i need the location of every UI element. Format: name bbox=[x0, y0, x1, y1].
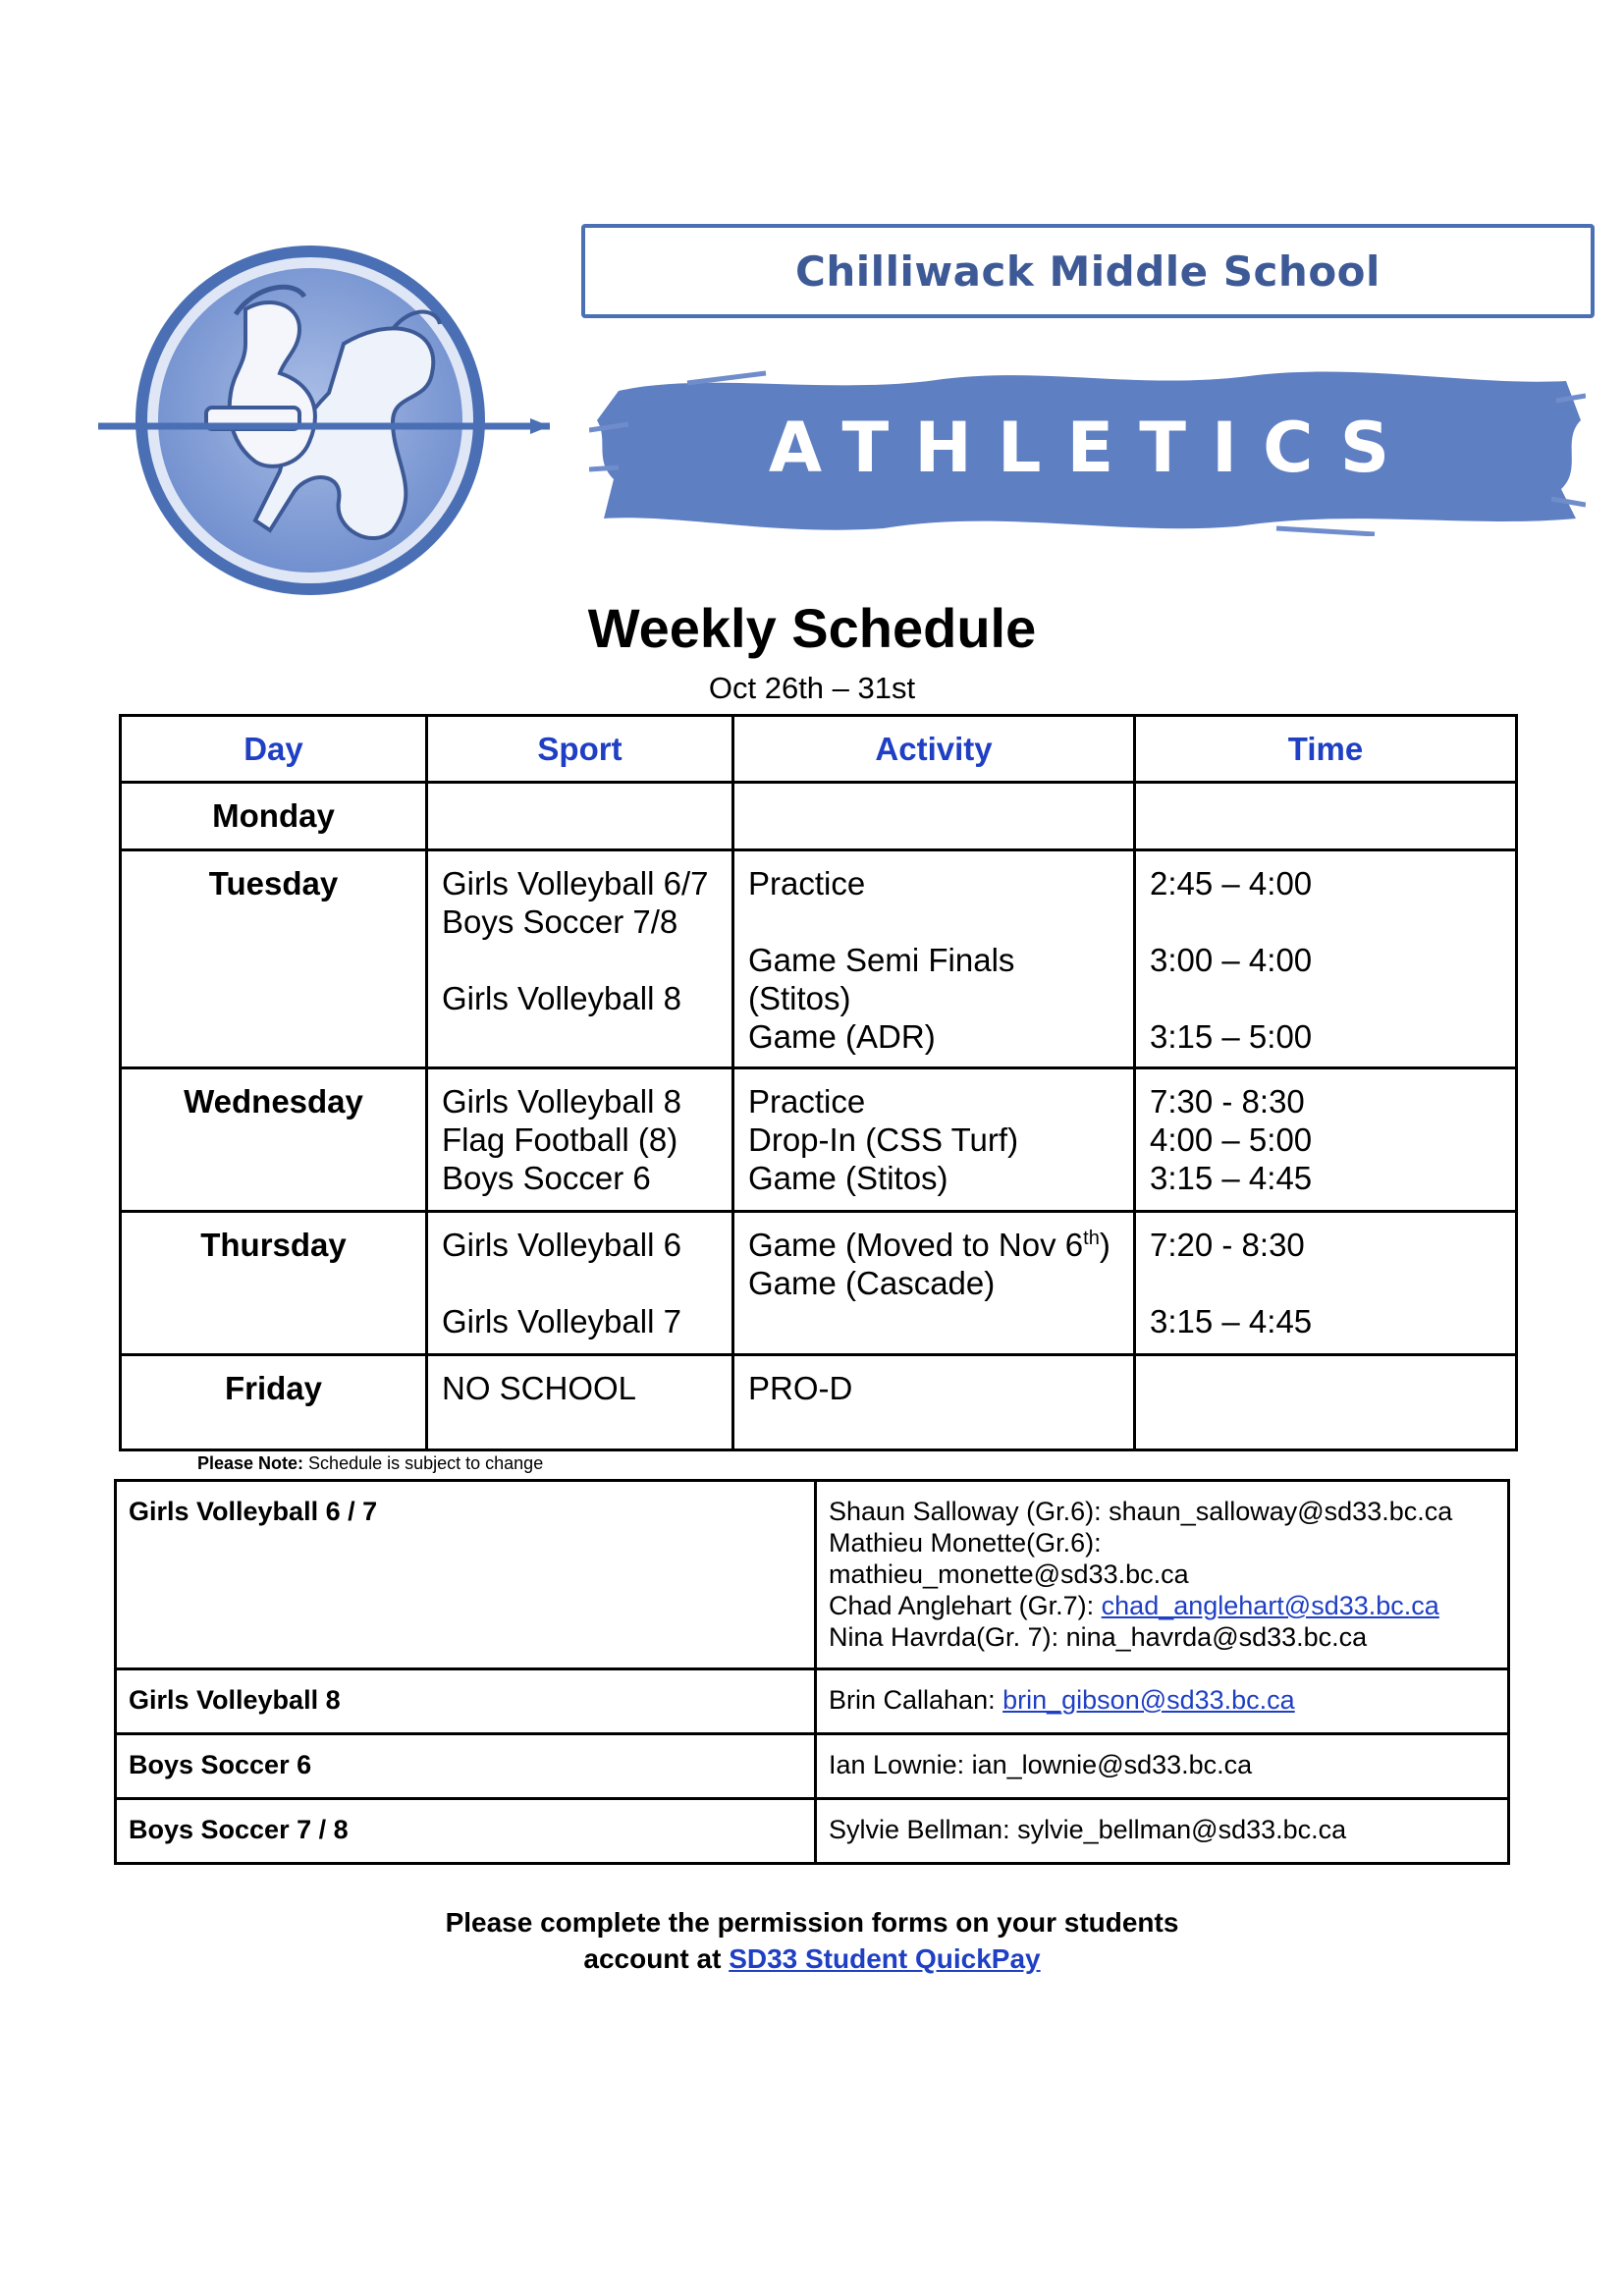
school-name-box bbox=[581, 224, 1595, 318]
banner-text: ATHLETICS bbox=[768, 408, 1416, 488]
header-sport: Sport bbox=[427, 716, 733, 783]
coach-contacts bbox=[816, 1481, 1509, 1669]
schedule-table bbox=[119, 714, 1518, 1451]
table-row bbox=[116, 1734, 1509, 1799]
activity-line: Practice bbox=[748, 1083, 866, 1120]
permission-line-1: Please complete the permission forms on your students bbox=[445, 1907, 1179, 1938]
activity-cell bbox=[733, 1212, 1135, 1355]
sport-cell bbox=[427, 1212, 733, 1355]
schedule-header-row bbox=[121, 716, 1517, 783]
activity-line: Game Semi Finals bbox=[748, 942, 1015, 978]
athletics-banner bbox=[589, 361, 1586, 536]
schedule-note bbox=[197, 1453, 543, 1474]
sport-cell bbox=[427, 850, 733, 1068]
team-name: Girls Volleyball 8 bbox=[116, 1669, 816, 1734]
time-cell bbox=[1135, 1212, 1517, 1355]
activity-line: (Stitos) bbox=[748, 980, 851, 1016]
school-logo-knight bbox=[98, 236, 550, 609]
sport-line: Boys Soccer 6 bbox=[442, 1160, 651, 1196]
time-line: 4:00 – 5:00 bbox=[1150, 1121, 1313, 1158]
email-link[interactable]: chad_anglehart@sd33.bc.ca bbox=[1101, 1591, 1439, 1620]
time-line: 7:20 - 8:30 bbox=[1150, 1227, 1305, 1263]
activity-cell bbox=[733, 1355, 1135, 1450]
page-title: Weekly Schedule bbox=[587, 597, 1037, 659]
sport-line: Flag Football (8) bbox=[442, 1121, 678, 1158]
note-text: Schedule is subject to change bbox=[303, 1453, 544, 1473]
date-range: Oct 26th – 31st bbox=[708, 671, 916, 705]
activity-cell bbox=[733, 783, 1135, 850]
permission-line-2: account at SD33 Student QuickPay bbox=[583, 1943, 1041, 1974]
header-time: Time bbox=[1135, 716, 1517, 783]
activity-line: Game (Cascade) bbox=[748, 1265, 996, 1301]
table-row bbox=[116, 1669, 1509, 1734]
table-row bbox=[121, 783, 1517, 850]
team-name: Girls Volleyball 6 / 7 bbox=[116, 1481, 816, 1669]
contact-line: Mathieu Monette(Gr.6): bbox=[829, 1528, 1102, 1558]
day-cell: Wednesday bbox=[121, 1068, 427, 1212]
quickpay-link[interactable]: SD33 Student QuickPay bbox=[729, 1943, 1041, 1974]
activity-line: Game (Moved to Nov 6th) bbox=[748, 1227, 1110, 1263]
note-label: Please Note: bbox=[197, 1453, 304, 1473]
contact-line: Nina Havrda(Gr. 7): nina_havrda@sd33.bc.ca bbox=[829, 1622, 1368, 1652]
activity-line: Game (Stitos) bbox=[748, 1160, 948, 1196]
time-line: 7:30 - 8:30 bbox=[1150, 1083, 1305, 1120]
time-line: 3:15 – 4:45 bbox=[1150, 1303, 1313, 1339]
sport-cell bbox=[427, 783, 733, 850]
table-row bbox=[121, 1212, 1517, 1355]
table-row bbox=[121, 1355, 1517, 1450]
sport-cell bbox=[427, 1355, 733, 1450]
coach-contacts: Sylvie Bellman: sylvie_bellman@sd33.bc.ca bbox=[816, 1799, 1509, 1864]
contact-line: Shaun Salloway (Gr.6): shaun_salloway@sd33.bc.ca bbox=[829, 1497, 1453, 1526]
time-cell bbox=[1135, 1068, 1517, 1212]
school-name: Chilliwack Middle School bbox=[795, 246, 1380, 296]
day-cell: Thursday bbox=[121, 1212, 427, 1355]
contact-line: Chad Anglehart (Gr.7): chad_anglehart@sd33.bc.ca bbox=[829, 1591, 1439, 1620]
coaches-table bbox=[114, 1479, 1510, 1865]
time-line: 3:15 – 5:00 bbox=[1150, 1018, 1313, 1055]
time-line: 2:45 – 4:00 bbox=[1150, 865, 1313, 902]
time-cell bbox=[1135, 783, 1517, 850]
time-cell bbox=[1135, 850, 1517, 1068]
table-row bbox=[121, 1068, 1517, 1212]
sport-line: Girls Volleyball 8 bbox=[442, 980, 681, 1016]
activity-line: Game (ADR) bbox=[748, 1018, 936, 1055]
sport-line: Girls Volleyball 6/7 bbox=[442, 865, 709, 902]
activity-cell bbox=[733, 1068, 1135, 1212]
time-line: 3:15 – 4:45 bbox=[1150, 1160, 1313, 1196]
activity-cell bbox=[733, 850, 1135, 1068]
permission-note bbox=[0, 1904, 1624, 1977]
coach-contacts: Ian Lownie: ian_lownie@sd33.bc.ca bbox=[816, 1734, 1509, 1799]
day-cell: Friday bbox=[121, 1355, 427, 1450]
contact-line: mathieu_monette@sd33.bc.ca bbox=[829, 1559, 1189, 1589]
sport-cell bbox=[427, 1068, 733, 1212]
team-name: Boys Soccer 7 / 8 bbox=[116, 1799, 816, 1864]
sport-line: Girls Volleyball 6 bbox=[442, 1227, 681, 1263]
header-day: Day bbox=[121, 716, 427, 783]
table-row bbox=[121, 850, 1517, 1068]
sport-line: Girls Volleyball 7 bbox=[442, 1303, 681, 1339]
activity-line: Drop-In (CSS Turf) bbox=[748, 1121, 1019, 1158]
sport-line: Boys Soccer 7/8 bbox=[442, 903, 678, 940]
day-cell: Monday bbox=[121, 783, 427, 850]
header-activity: Activity bbox=[733, 716, 1135, 783]
activity-line: Practice bbox=[748, 865, 866, 902]
time-cell bbox=[1135, 1355, 1517, 1450]
sport-line: Girls Volleyball 8 bbox=[442, 1083, 681, 1120]
team-name: Boys Soccer 6 bbox=[116, 1734, 816, 1799]
email-link[interactable]: brin_gibson@sd33.bc.ca bbox=[1002, 1685, 1295, 1715]
table-row bbox=[116, 1799, 1509, 1864]
day-cell: Tuesday bbox=[121, 850, 427, 1068]
time-line: 3:00 – 4:00 bbox=[1150, 942, 1313, 978]
table-row bbox=[116, 1481, 1509, 1669]
coach-contacts: Brin Callahan: brin_gibson@sd33.bc.ca bbox=[816, 1669, 1509, 1734]
activity-line: PRO-D bbox=[748, 1370, 853, 1406]
sport-line: NO SCHOOL bbox=[442, 1370, 637, 1406]
